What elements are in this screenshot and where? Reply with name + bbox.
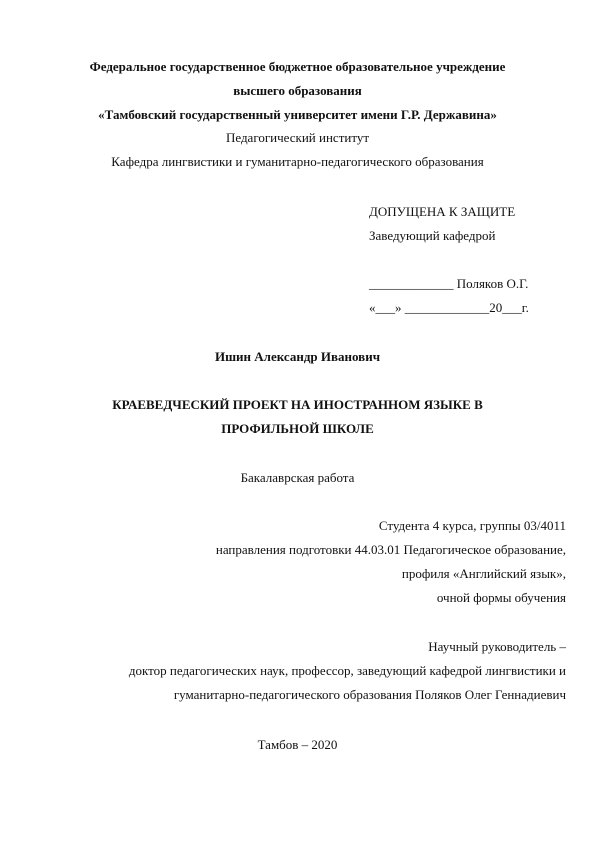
institution-name-line2: высшего образования — [233, 83, 362, 98]
approval-signature-line: _____________ Поляков О.Г. — [369, 276, 529, 291]
institute-name: Педагогический институт — [225, 130, 370, 145]
supervisor-line2: доктор педагогических наук, профессор, заведующий кафедрой лингвистики и — [128, 663, 566, 678]
work-title-line2: ПРОФИЛЬНОЙ ШКОЛЕ — [221, 421, 374, 436]
author-name: Ишин Александр Иванович — [214, 349, 381, 364]
approval-title: ДОПУЩЕНА К ЗАЩИТЕ — [369, 204, 516, 219]
student-info-line2: направления подготовки 44.03.01 Педагогическое образование, — [215, 542, 566, 557]
student-info-line1: Студента 4 курса, группы 03/4011 — [378, 518, 566, 533]
university-name: «Тамбовский государственный университет имени Г.Р. Державина» — [98, 107, 497, 122]
approval-role: Заведующий кафедрой — [369, 228, 496, 243]
city-year: Тамбов – 2020 — [257, 737, 338, 752]
approval-date-line: «___» _____________20___г. — [369, 300, 529, 315]
supervisor-line1: Научный руководитель – — [428, 639, 566, 654]
department-name: Кафедра лингвистики и гуманитарно-педагогического образования — [111, 154, 484, 169]
institution-name-line1: Федеральное государственное бюджетное образовательное учреждение — [89, 59, 506, 74]
student-info-line4: очной формы обучения — [436, 590, 566, 605]
supervisor-line3: гуманитарно-педагогического образования Поляков Олег Геннадиевич — [173, 687, 566, 702]
student-info-line3: профиля «Английский язык», — [401, 566, 566, 581]
work-title-line1: КРАЕВЕДЧЕСКИЙ ПРОЕКТ НА ИНОСТРАННОМ ЯЗЫКЕ В — [112, 397, 483, 412]
work-type: Бакалаврская работа — [240, 470, 355, 485]
